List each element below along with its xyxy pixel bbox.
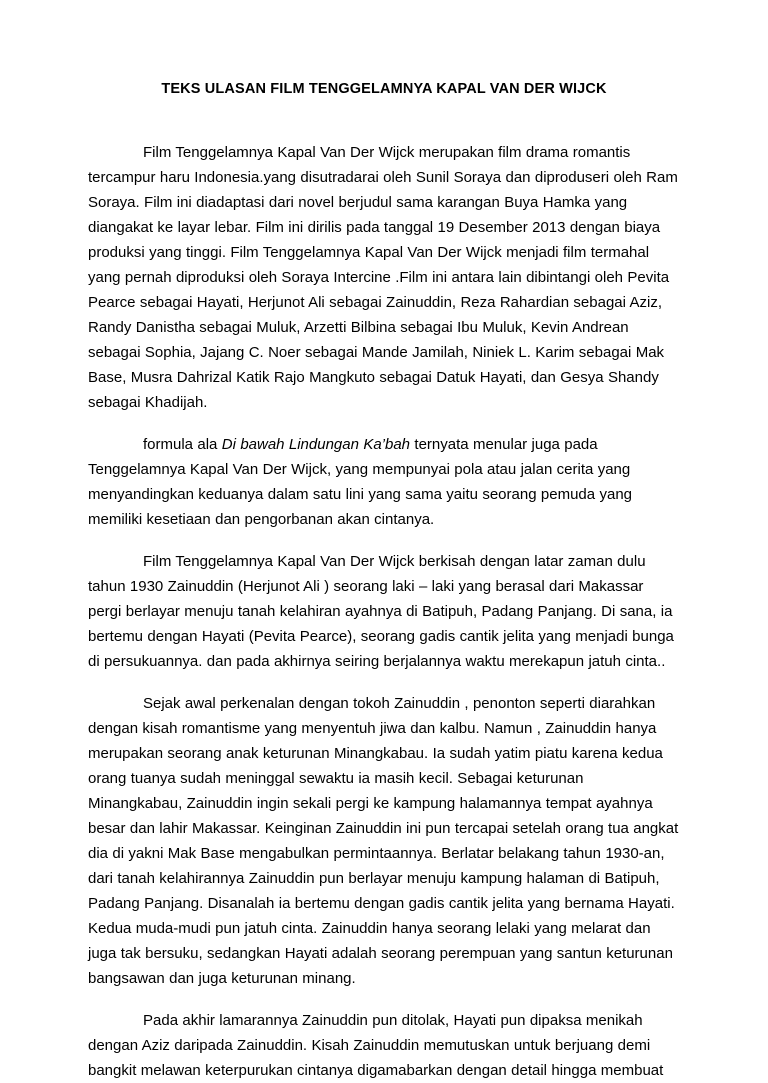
page-title: TEKS ULASAN FILM TENGGELAMNYA KAPAL VAN DER WIJCK bbox=[161, 80, 607, 97]
document-body bbox=[88, 140, 680, 1083]
text-run: Sejak awal perkenalan dengan tokoh Zainuddin , penonton seperti diarahkan dengan kisah romantisme yang menyentuh jiwa dan kalbu. Namun , Zainuddin hanya merupakan seorang anak keturunan Minangkabau. Ia sudah yatim piatu karena kedua orang tuanya sudah meninggal sewaktu ia masih kecil. Sebagai keturunan Minangkabau, Zainuddin ingin sekali pergi ke kampung halamannya tempat ayahnya besar dan lahir Makassar. Keinginan Zainuddin ini pun tercapai setelah orang tua angkat dia di yakni Mak Base mengabulkan permintaannya. Berlatar belakang tahun 1930-an, dari tanah kelahirannya Zainuddin pun berlayar menuju kampung halaman di Batipuh, Padang Panjang. Disanalah ia bertemu dengan gadis cantik jelita yang bernama Hayati. Kedua muda-mudi pun jatuh cinta. Zainuddin hanya seorang lelaki yang melarat dan juga tak bersuku, sedangkan Hayati adalah seorang perempuan yang santun keturunan bangsawan dan juga keturunan minang. bbox=[88, 695, 679, 987]
text-run: Film Tenggelamnya Kapal Van Der Wijck berkisah dengan latar zaman dulu tahun 1930 Zainuddin (Herjunot Ali ) seorang laki – laki yang berasal dari Makassar pergi berlayar menuju tanah kelahiran ayahnya di Batipuh, Padang Panjang. Di sana, ia bertemu dengan Hayati (Pevita Pearce), seorang gadis cantik jelita yang menjadi bunga di persukuannya. dan pada akhirnya seiring berjalannya waktu merekapun jatuh cinta.. bbox=[88, 553, 674, 670]
text-run: Pada akhir lamarannya Zainuddin pun ditolak, Hayati pun dipaksa menikah dengan Aziz daripada Zainuddin. Kisah Zainuddin memutuskan untuk berjuang demi bangkit melawan keterpurukan cintanya digamabarkan dengan detail hingga membuat bbox=[88, 1012, 664, 1079]
paragraph-4 bbox=[88, 691, 680, 991]
paragraph-2 bbox=[88, 432, 680, 532]
italic-book-title: Di bawah Lindungan Ka’bah bbox=[221, 436, 411, 453]
paragraph-3 bbox=[88, 549, 680, 674]
paragraph-1 bbox=[88, 140, 680, 415]
text-run: formula ala bbox=[143, 436, 222, 453]
text-run: Film Tenggelamnya Kapal Van Der Wijck merupakan film drama romantis tercampur haru Indonesia.yang disutradarai oleh Sunil Soraya dan diproduseri oleh Ram Soraya. Film ini diadaptasi dari novel berjudul sama karangan Buya Hamka yang diangakat ke layar lebar. Film ini dirilis pada tanggal 19 Desember 2013 dengan biaya produksi yang tinggi. Film Tenggelamnya Kapal Van Der Wijck menjadi film termahal yang pernah diproduksi oleh Soraya Intercine .Film ini antara lain dibintangi oleh Pevita Pearce sebagai Hayati, Herjunot Ali sebagai Zainuddin, Reza Rahardian sebagai Aziz, Randy Danistha sebagai Muluk, Arzetti Bilbina sebagai Ibu Muluk, Kevin Andrean sebagai Sophia, Jajang C. Noer sebagai Mande Jamilah, Niniek L. Karim sebagai Mak Base, Musra Dahrizal Katik Rajo Mangkuto sebagai Datuk Hayati, dan Gesya Shandy sebagai Khadijah. bbox=[88, 144, 678, 411]
paragraph-5 bbox=[88, 1008, 680, 1083]
text-run: ternyata menular juga pada Tenggelamnya Kapal Van Der Wijck, yang mempunyai pola atau jalan cerita yang menyandingkan keduanya dalam satu lini yang sama yaitu seorang pemuda yang memiliki kesetiaan dan pengorbanan akan cintanya. bbox=[88, 436, 633, 528]
